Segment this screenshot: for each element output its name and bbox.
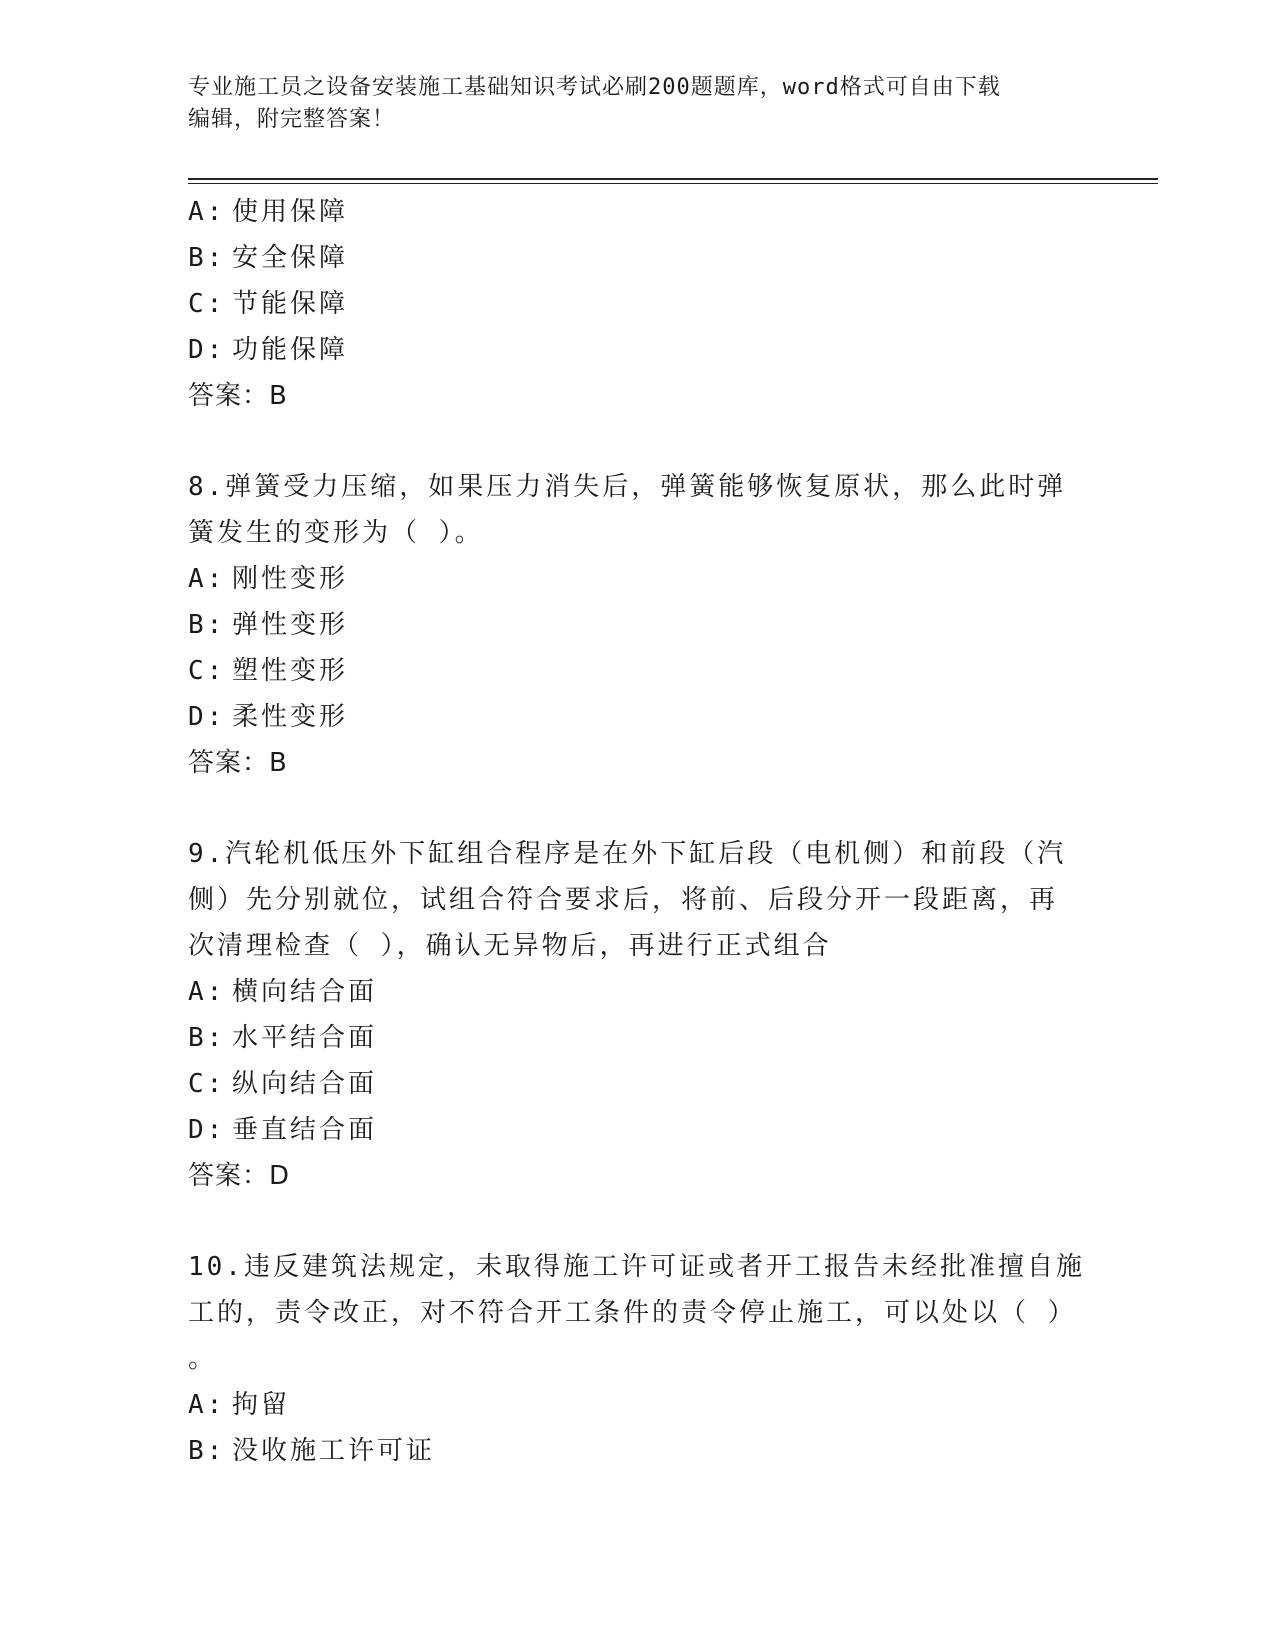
option-a: A: 横向结合面 — [188, 977, 378, 1007]
answer-line: 答案：D — [188, 1161, 291, 1191]
question-10 — [188, 1244, 1088, 1474]
answer-line: 答案：B — [188, 381, 288, 411]
header-divider-thick — [188, 178, 1158, 180]
document-body — [188, 189, 1088, 1474]
question-9 — [188, 831, 1088, 1199]
document-header — [188, 72, 1088, 136]
option-d: D: 功能保障 — [188, 335, 349, 365]
question-8 — [188, 464, 1088, 786]
question-stem: 9.汽轮机低压外下缸组合程序是在外下缸后段（电机侧）和前段（汽 侧）先分别就位，试组合符合要求后，将前、后段分开一段距离，再 次清理检查（ ），确认无异物后，再进行正式组合 — [188, 839, 1067, 961]
header-divider-thin — [188, 183, 1158, 184]
option-a: A: 拘留 — [188, 1390, 291, 1420]
option-b: B: 水平结合面 — [188, 1023, 378, 1053]
answer-line: 答案：B — [188, 748, 288, 778]
option-b: B: 安全保障 — [188, 243, 349, 273]
option-a: A: 刚性变形 — [188, 564, 349, 594]
question-7-options — [188, 189, 1088, 419]
option-c: C: 塑性变形 — [188, 656, 349, 686]
question-stem: 8.弹簧受力压缩，如果压力消失后，弹簧能够恢复原状，那么此时弹 簧发生的变形为（ ）。 — [188, 472, 1067, 548]
option-d: D: 柔性变形 — [188, 702, 349, 732]
option-b: B: 弹性变形 — [188, 610, 349, 640]
header-title-line-2: 编辑，附完整答案！ — [188, 107, 396, 132]
option-c: C: 纵向结合面 — [188, 1069, 378, 1099]
option-b: B: 没收施工许可证 — [188, 1436, 436, 1466]
option-a: A: 使用保障 — [188, 197, 349, 227]
option-c: C: 节能保障 — [188, 289, 349, 319]
header-title-line-1: 专业施工员之设备安装施工基础知识考试必刷200题题库，word格式可自由下载 — [188, 75, 1001, 100]
option-d: D: 垂直结合面 — [188, 1115, 378, 1145]
question-stem: 10.违反建筑法规定，未取得施工许可证或者开工报告未经批准擅自施 工的，责令改正，对不符合开工条件的责令停止施工，可以处以（ ） 。 — [188, 1252, 1085, 1374]
